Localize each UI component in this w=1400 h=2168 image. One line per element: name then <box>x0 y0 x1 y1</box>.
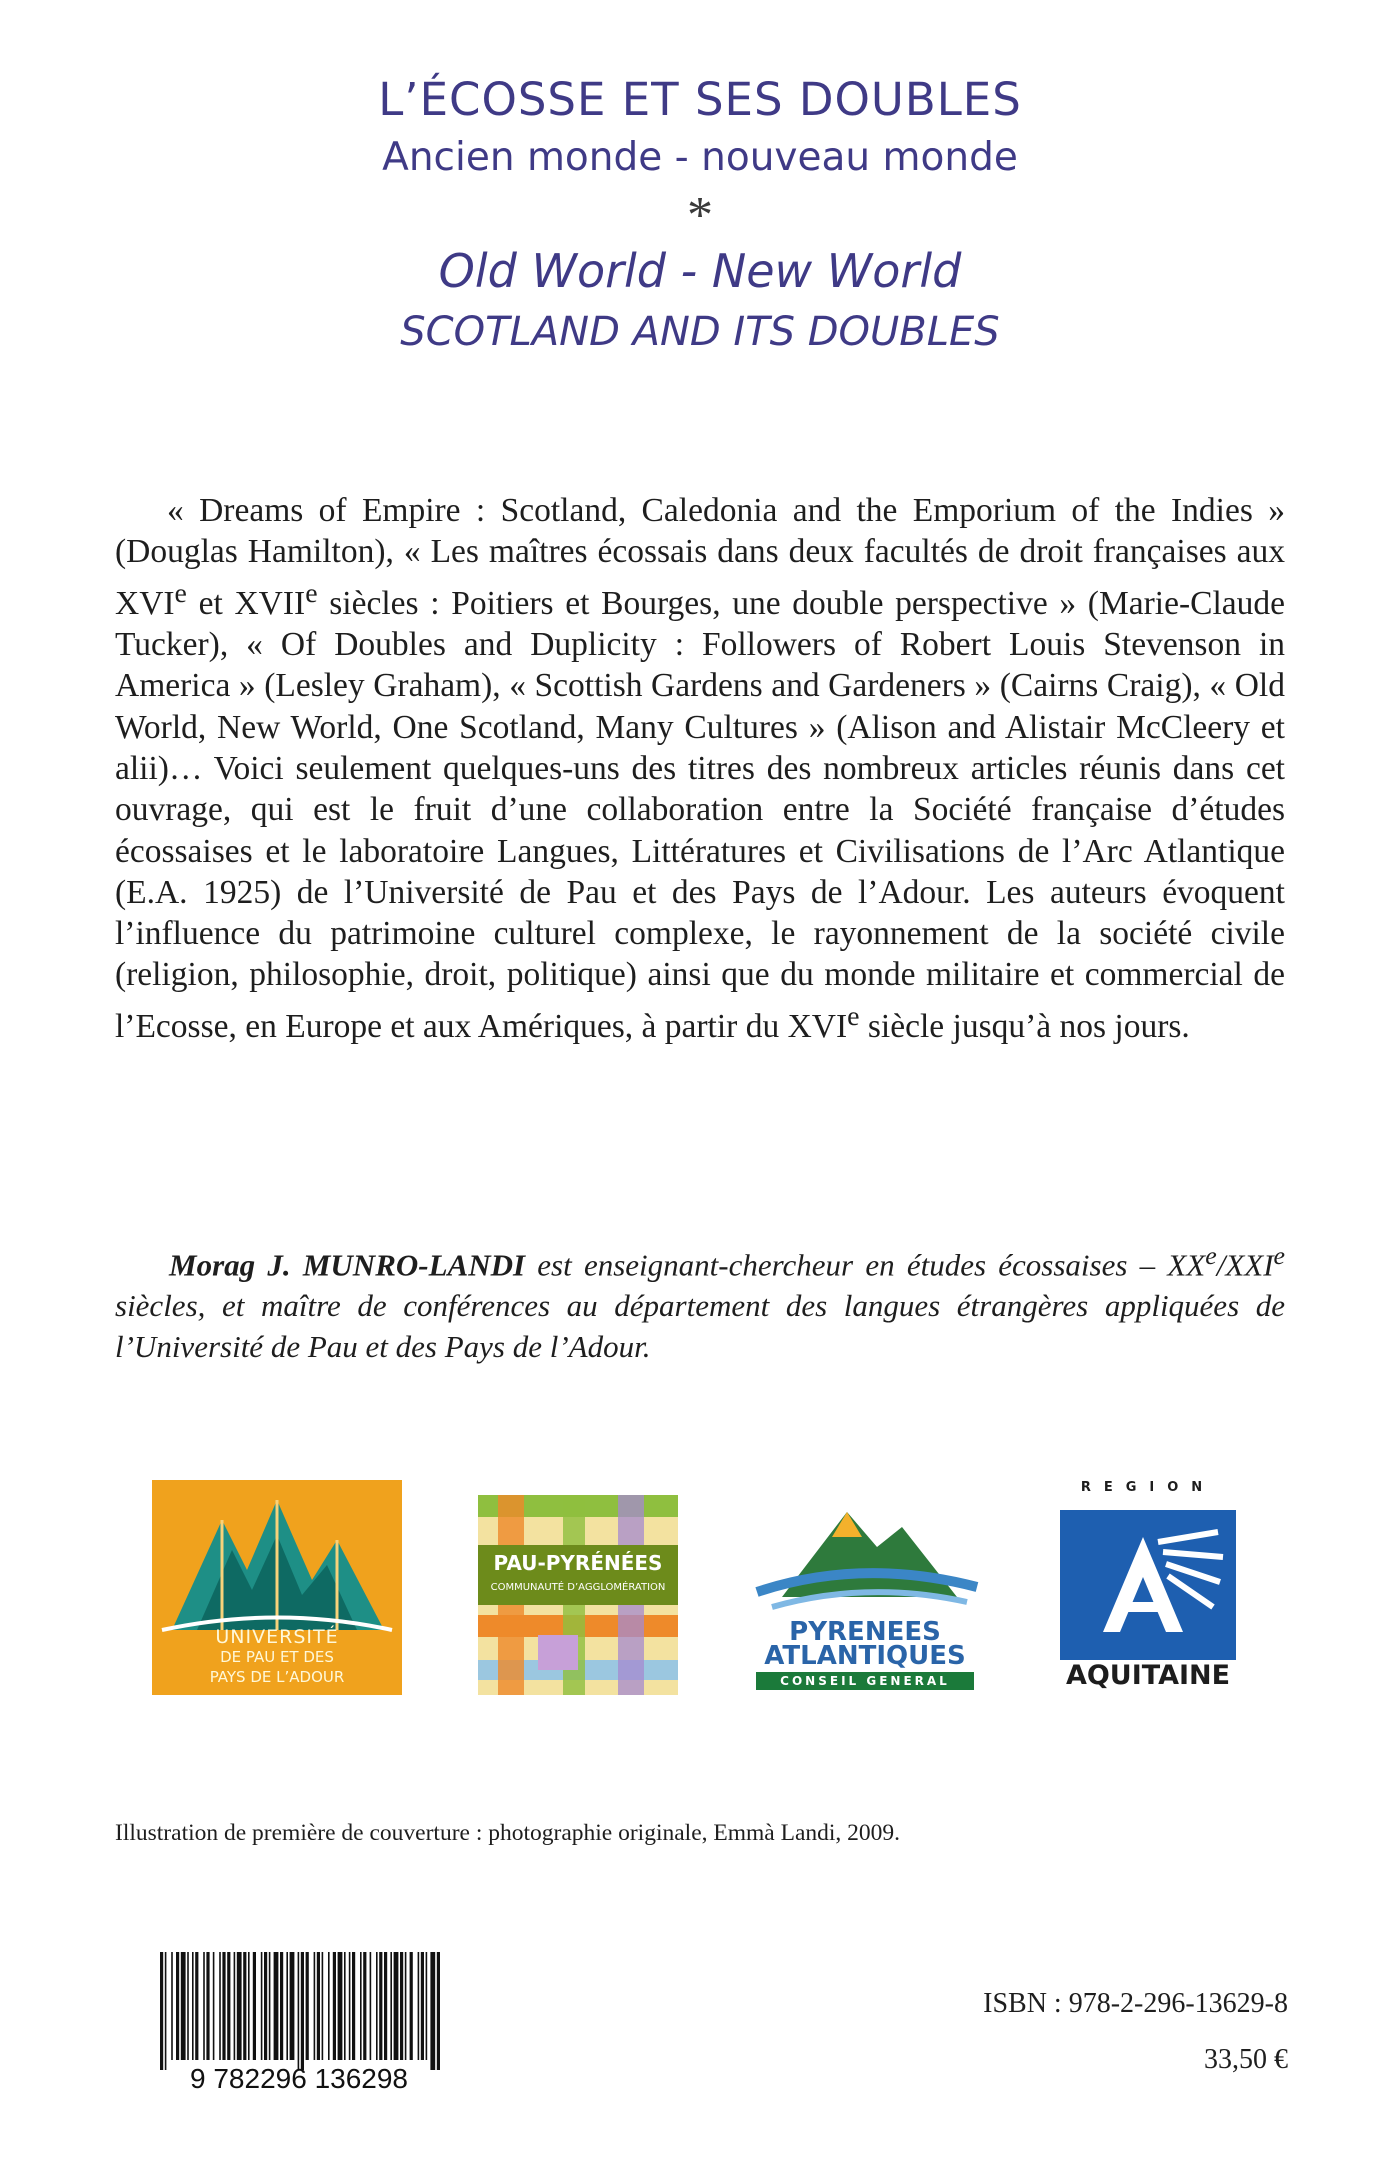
universite-logo-text <box>152 1627 402 1687</box>
cover-credit: Illustration de première de couverture : photographie originale, Emmà Landi, 2009. <box>115 1820 901 1846</box>
abstract-text-1: « Dreams of Empire : Scotland, Caledonia and the Emporium of the Indies » (Douglas Hamilton), « Les maîtres écossais dans deux facultés de droit françaises aux XVI <box>115 492 1285 622</box>
pyrenees-line-2: ATLANTIQUES <box>764 1641 966 1671</box>
title-block <box>0 70 1400 362</box>
conseil-general-band: CONSEIL GENERAL <box>756 1672 974 1690</box>
barcode-digits: 9 782296 136298 <box>190 2063 408 2092</box>
bio-text-2: /XXI <box>1216 1247 1274 1283</box>
barcode-bar <box>322 1952 324 2060</box>
barcode-bar <box>426 1952 428 2060</box>
barcode-bar <box>338 1952 343 2060</box>
barcode-bar <box>187 1952 189 2060</box>
barcode-bar <box>333 1952 336 2060</box>
barcode-bar <box>421 1952 424 2060</box>
barcode-bar <box>405 1952 407 2060</box>
barcode-bar <box>314 1952 316 2060</box>
pyrenees-text <box>742 1617 988 1671</box>
barcode-bar <box>328 1952 330 2060</box>
barcode-bar <box>349 1952 351 2060</box>
bio-sup-2: e <box>1273 1241 1285 1270</box>
barcode-bar <box>227 1952 230 2060</box>
barcode-bar <box>213 1952 215 2060</box>
barcode-bar <box>363 1952 366 2060</box>
barcode-bar <box>306 1952 309 2060</box>
barcode-bar <box>243 1952 246 2060</box>
barcode-bar <box>376 1952 378 2060</box>
pau-pyrenees-logo <box>478 1495 678 1695</box>
french-title: L’ÉCOSSE ET SES DOUBLES <box>378 73 1022 126</box>
barcode-bar <box>253 1952 256 2060</box>
title-separator: * <box>687 187 713 244</box>
barcode-bar <box>261 1952 263 2060</box>
barcode-bar <box>274 1952 279 2060</box>
barcode-bar <box>181 1952 186 2060</box>
universite-line-1: UNIVERSITÉ <box>215 1626 339 1648</box>
barcode-bar <box>400 1952 403 2060</box>
bio-text-3: siècles, et maître de conférences au département des langues étrangères appliquées de l’Université de Pau et des Pays de l’Adour. <box>115 1288 1285 1365</box>
pau-pyrenees-sub: COMMUNAUTÉ D’AGGLOMÉRATION <box>490 1582 666 1593</box>
french-subtitle: Ancien monde - nouveau monde <box>382 135 1018 180</box>
pau-pyrenees-band <box>478 1545 678 1605</box>
barcode-bar <box>410 1952 413 2060</box>
aquitaine-region-label: REGION <box>1080 1480 1216 1495</box>
barcode-bar <box>171 1952 173 2060</box>
isbn: ISBN : 978-2-296-13629-8 <box>983 1988 1288 2019</box>
english-title: SCOTLAND AND ITS DOUBLES <box>400 309 1000 355</box>
region-aquitaine-logo <box>1058 1480 1238 1695</box>
barcode-bar <box>203 1952 205 2060</box>
barcode-bar <box>222 1952 225 2060</box>
pyrenees-mountain-icon <box>742 1502 988 1622</box>
universite-line-2: DE PAU ET DES <box>220 1648 334 1666</box>
barcode-bar <box>370 1952 372 2060</box>
abstract-sup-1: e <box>174 577 187 609</box>
barcode-bar <box>437 1952 440 2070</box>
barcode-bar <box>352 1952 355 2060</box>
barcode <box>138 1952 460 2092</box>
partner-logos <box>0 1480 1400 1710</box>
barcode-bar <box>384 1952 387 2060</box>
barcode-bar <box>394 1952 399 2060</box>
barcode-bar <box>317 1952 320 2060</box>
abstract-text-3: siècles : Poitiers et Bourges, une double perspective » (Marie-Claude Tucker), « Of Doubles and Duplicity : Followers of Robert Louis Stevenson in America » (Lesley Graham), « Scottish Gardens and Gardeners » (Cairns Craig), « Old World, New World, One Scotland, Many Cultures » (Alison and Alistair McCleery et alii)… Voici seulement quelques-uns des titres des nombreux articles réunis dans cet ouvrage, qui est le fruit d’une collaboration entre la Société française d’études écossaises et le laboratoire Langues, Littératures et Civilisations de l’Arc Atlantique (E.A. 1925) de l’Université de Pau et des Pays de l’Adour. Les auteurs évoquent l’influence du patrimoine culturel complexe, le rayonnement de la société civile (religion, philosophie, droit, politique) ainsi que du monde militaire et commercial de l’Ecosse, en Europe et aux Amériques, à partir du XVI <box>115 584 1285 1045</box>
barcode-bar <box>390 1952 392 2060</box>
barcode-bar <box>360 1952 362 2060</box>
aquitaine-emblem-icon <box>1058 1502 1238 1672</box>
pyrenees-atlantiques-logo <box>742 1502 988 1695</box>
barcode-bar <box>248 1952 250 2060</box>
author-name: Morag J. MUNRO-LANDI <box>169 1247 526 1283</box>
barcode-bar <box>206 1952 209 2060</box>
aquitaine-name: AQUITAINE <box>1065 1660 1231 1691</box>
barcode-bar <box>237 1952 242 2060</box>
barcode-bar <box>286 1952 288 2060</box>
abstract-text-4: siècle jusqu’à nos jours. <box>859 1007 1190 1045</box>
barcode-bar <box>176 1952 179 2060</box>
barcode-bar <box>418 1952 420 2060</box>
barcode-bar <box>280 1952 283 2060</box>
abstract-paragraph <box>115 490 1285 1047</box>
universite-pau-logo <box>152 1480 402 1695</box>
pau-pyrenees-name: PAU-PYRÉNÉES <box>493 1551 663 1575</box>
pyrenees-line-1: PYRENEES <box>789 1617 941 1647</box>
abstract-text-2: et XVII <box>186 584 306 622</box>
barcode-bar <box>219 1952 221 2060</box>
author-bio <box>115 1235 1285 1367</box>
barcode-bar <box>195 1952 198 2060</box>
barcode-bar <box>165 1952 167 2070</box>
barcode-bar <box>264 1952 267 2060</box>
barcode-bar <box>379 1952 382 2060</box>
abstract-sup-2: e <box>305 577 318 609</box>
barcode-bar <box>430 1952 435 2070</box>
barcode-bar <box>298 1952 300 2070</box>
barcode-bar <box>269 1952 271 2060</box>
universite-line-3: PAYS DE L’ADOUR <box>209 1668 345 1686</box>
price: 33,50 € <box>1204 2044 1288 2075</box>
barcode-bar <box>160 1952 163 2070</box>
barcode-bar <box>344 1952 346 2060</box>
barcode-bar <box>290 1952 295 2060</box>
barcode-bar <box>192 1952 194 2060</box>
bio-text-1: est enseignant-chercheur en études écossaises – XX <box>525 1247 1206 1283</box>
barcode-bar <box>301 1952 304 2070</box>
bio-sup-1: e <box>1205 1241 1217 1270</box>
english-subtitle: Old World - New World <box>438 244 962 298</box>
abstract-sup-3: e <box>847 1000 860 1032</box>
barcode-bar <box>234 1952 236 2060</box>
